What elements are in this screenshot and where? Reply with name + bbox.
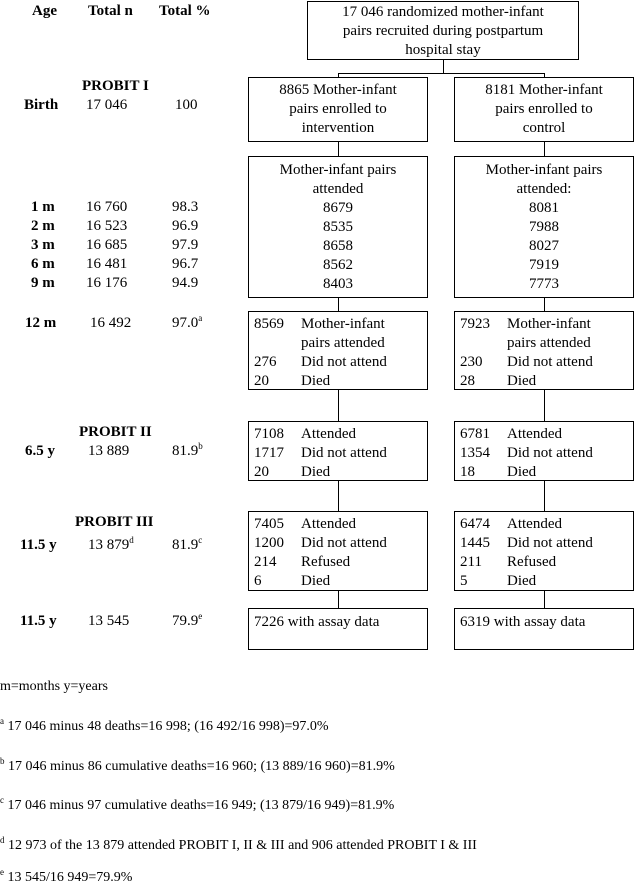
connector-line	[338, 297, 339, 311]
box-row: 1354 Did not attend	[460, 445, 593, 461]
row-age: 12 m	[25, 315, 57, 331]
control-12m-box	[454, 311, 634, 390]
control-6-5y-box	[454, 421, 634, 481]
attended-value: 8679	[323, 200, 353, 216]
row-n: 13 545	[88, 613, 130, 629]
box-row: 6319 with assay data	[460, 614, 586, 630]
control-assay-box	[454, 608, 634, 650]
row-n: 13 889	[88, 443, 130, 459]
box-row: 1717 Did not attend	[254, 445, 387, 461]
intervention-assay-box	[248, 608, 428, 650]
box-row: pairs attended	[507, 335, 591, 351]
row-age: 2 m	[31, 218, 55, 234]
box-row: 5 Died	[460, 573, 537, 589]
attended-value: 8403	[323, 276, 353, 292]
box-row: 20 Died	[254, 464, 331, 480]
intervention-6-5y-box	[248, 421, 428, 481]
attended-value: 8081	[529, 200, 559, 216]
box-row: 1200 Did not attend	[254, 535, 387, 551]
attended-value: 7919	[529, 257, 559, 273]
intervention-enrolled-box	[248, 77, 428, 142]
row-pct: 97.9	[172, 237, 199, 253]
box-line: hospital stay	[405, 42, 481, 58]
attended-value: 8535	[323, 219, 353, 235]
box-line: 17 046 randomized mother-infant	[342, 4, 544, 20]
box-line: 8181 Mother-infant	[485, 82, 603, 98]
attended-value: 8658	[323, 238, 353, 254]
box-line: intervention	[301, 120, 375, 136]
box-line: attended	[312, 181, 364, 197]
control-attended-box	[454, 156, 634, 298]
box-row: 230 Did not attend	[460, 354, 593, 370]
row-pct: 81.9$^b$	[172, 441, 203, 459]
connector-line	[338, 389, 339, 422]
connector-line	[544, 297, 545, 311]
row-n: 16 760	[86, 199, 128, 215]
connector-line	[544, 389, 545, 422]
footnote-d: $^d$ 12 973 of the 13 879 attended PROBIT I, II & III and 906 attended PROBIT I & III	[0, 835, 477, 853]
control-enrolled-box	[454, 77, 634, 142]
box-row: 6 Died	[254, 573, 331, 589]
box-line: control	[522, 120, 566, 136]
box-row: 211 Refused	[460, 554, 557, 570]
row-n: 17 046	[86, 97, 128, 113]
row-n: 16 523	[86, 218, 128, 234]
randomized-box	[307, 1, 579, 60]
box-row: 6781 Attended	[460, 426, 562, 442]
intervention-attended-box	[248, 156, 428, 298]
row-age: 11.5 y	[20, 537, 57, 553]
connector-line	[338, 480, 339, 512]
connector-line	[338, 141, 339, 157]
row-pct: 79.9e	[172, 611, 203, 629]
connector-line	[338, 73, 544, 74]
attended-value: 7988	[529, 219, 559, 235]
box-row: 7923 Mother-infant	[460, 316, 591, 332]
control-11-5y-box	[454, 511, 634, 591]
row-pct: 96.9	[172, 218, 199, 234]
box-line: pairs recruited during postpartum	[342, 23, 544, 39]
phase-probit-3: PROBIT III	[75, 514, 154, 530]
box-row: 214 Refused	[254, 554, 351, 570]
box-line: pairs enrolled to	[289, 101, 387, 117]
box-row: 18 Died	[460, 464, 537, 480]
box-row: 28 Died	[460, 373, 537, 389]
footnote-b: $^b$ 17 046 minus 86 cumulative deaths=16 960; (13 889/16 960)=81.9%	[0, 756, 395, 774]
footnote-c: $^c$ 17 046 minus 97 cumulative deaths=16 949; (13 879/16 949)=81.9%	[0, 795, 395, 813]
footnote-e: $^e$ 13 545/16 949=79.9%	[0, 867, 133, 885]
box-row: 6474 Attended	[460, 516, 562, 532]
row-age: 6.5 y	[25, 443, 55, 459]
box-row: 8569 Mother-infant	[254, 316, 385, 332]
row-n: 16 176	[86, 275, 128, 291]
phase-probit-2: PROBIT II	[79, 424, 152, 440]
row-age: 1 m	[31, 199, 55, 215]
connector-line	[544, 590, 545, 609]
intervention-12m-box	[248, 311, 428, 390]
row-pct: 96.7	[172, 256, 199, 272]
attended-value: 8562	[323, 257, 353, 273]
row-pct: 94.9	[172, 275, 199, 291]
row-pct: 97.0$^a$	[172, 313, 203, 331]
connector-line	[544, 141, 545, 157]
header-age: Age	[32, 3, 57, 19]
footnote-legend: m=months y=years	[0, 679, 108, 694]
row-n: 13 879$^d$	[88, 535, 134, 553]
row-pct: 100	[175, 97, 198, 113]
attended-value: 8027	[529, 238, 559, 254]
header-total-n: Total n	[88, 3, 133, 19]
connector-line	[338, 590, 339, 609]
row-pct: 81.9$^c$	[172, 535, 203, 553]
box-line: Mother-infant pairs	[279, 162, 397, 178]
box-row: 276 Did not attend	[254, 354, 387, 370]
box-line: attended:	[516, 181, 572, 197]
box-row: 1445 Did not attend	[460, 535, 593, 551]
box-row: 7108 Attended	[254, 426, 356, 442]
row-age: 6 m	[31, 256, 55, 272]
connector-line	[544, 480, 545, 512]
box-line: 8865 Mother-infant	[279, 82, 397, 98]
row-pct: 98.3	[172, 199, 199, 215]
box-row: 20 Died	[254, 373, 331, 389]
row-age: 11.5 y	[20, 613, 57, 629]
row-age: 3 m	[31, 237, 55, 253]
box-line: Mother-infant pairs	[485, 162, 603, 178]
row-n: 16 685	[86, 237, 128, 253]
connector-line	[443, 59, 444, 73]
box-row: 7226 with assay data	[254, 614, 380, 630]
row-age: 9 m	[31, 275, 55, 291]
row-age: Birth	[24, 97, 59, 113]
attended-value: 7773	[529, 276, 559, 292]
box-row: pairs attended	[301, 335, 385, 351]
intervention-11-5y-box	[248, 511, 428, 591]
box-row: 7405 Attended	[254, 516, 356, 532]
row-n: 16 481	[86, 256, 128, 272]
header-total-pct: Total %	[159, 3, 211, 19]
row-n: 16 492	[90, 315, 132, 331]
phase-probit-1: PROBIT I	[82, 78, 149, 94]
footnote-a: $^a$ 17 046 minus 48 deaths=16 998; (16 492/16 998)=97.0%	[0, 716, 329, 734]
box-line: pairs enrolled to	[495, 101, 593, 117]
